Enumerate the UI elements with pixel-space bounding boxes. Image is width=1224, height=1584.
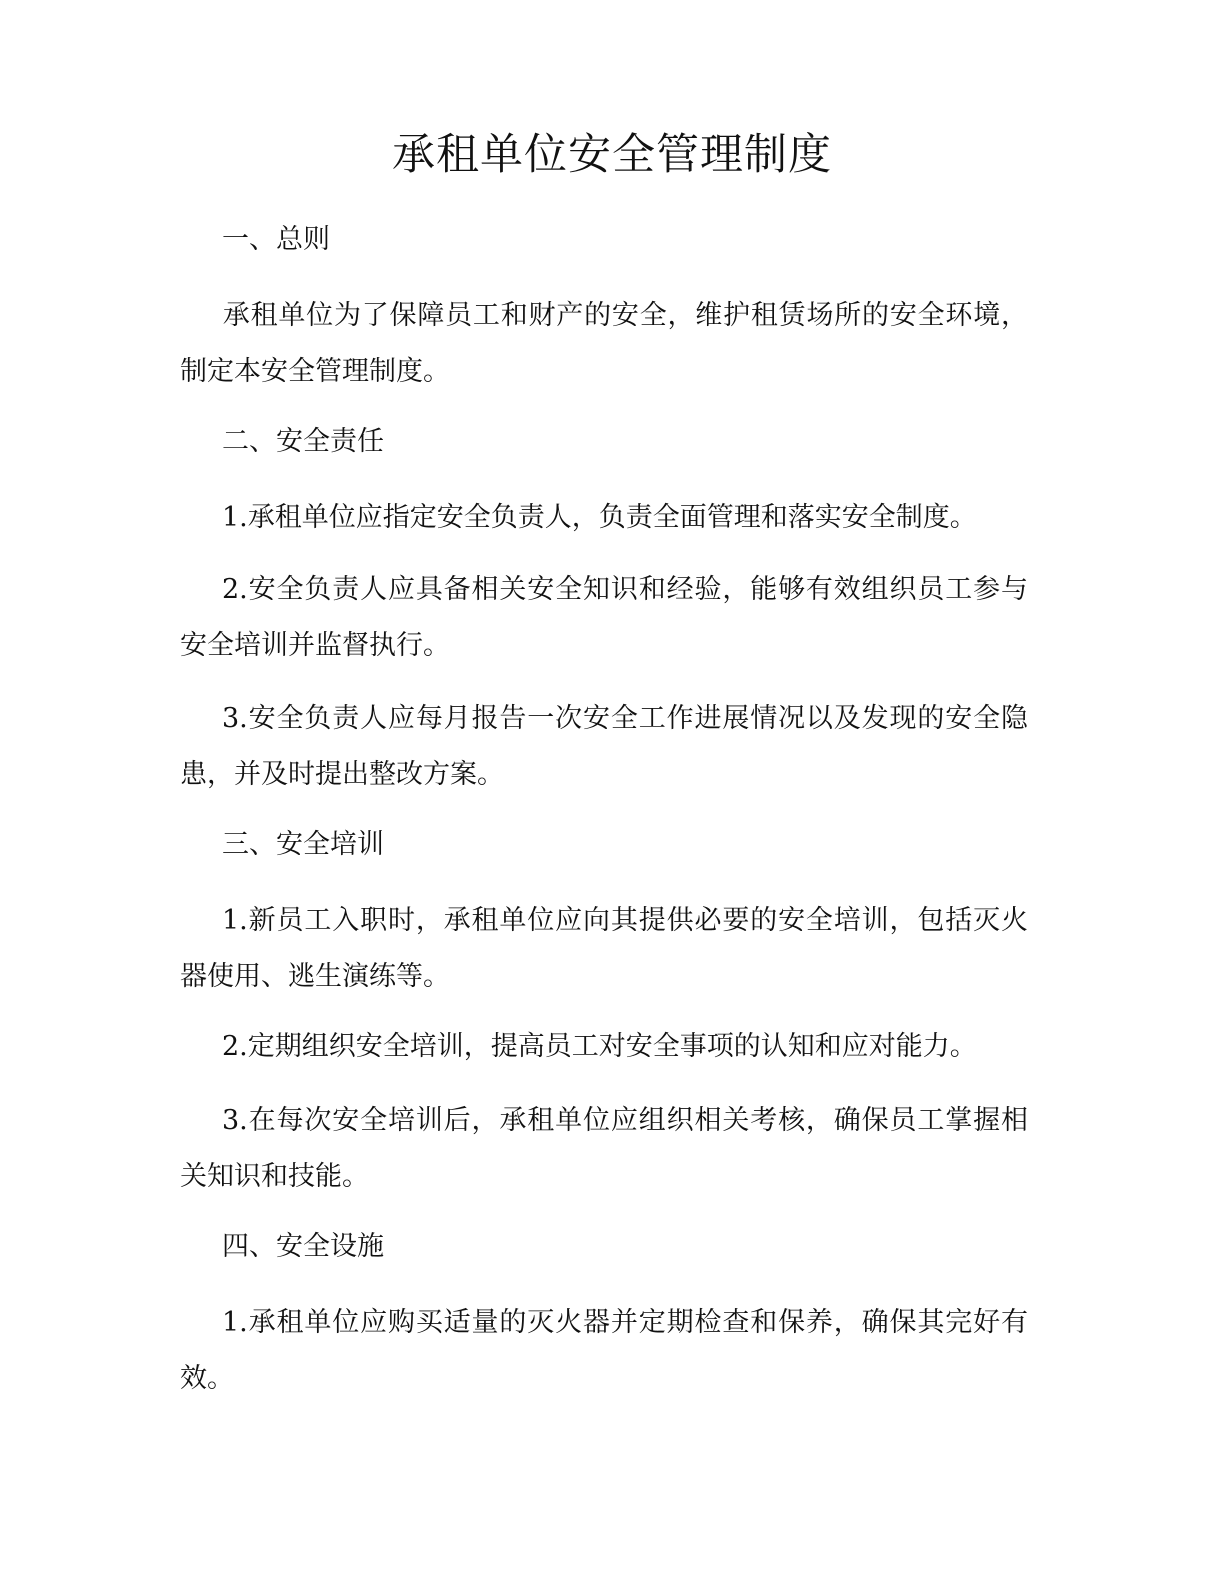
paragraph-training-3 bbox=[180, 1093, 1028, 1205]
paragraph-text: 3.在每次安全培训后，承租单位应组织相关考核，确保员工掌握相关知识和技能。 bbox=[180, 1105, 1028, 1192]
section-heading-training: 三、安全培训 bbox=[222, 829, 384, 860]
paragraph-facilities-1 bbox=[180, 1295, 1028, 1407]
paragraph-text: 2.定期组织安全培训，提高员工对安全事项的认知和应对能力。 bbox=[222, 1031, 977, 1062]
paragraph-text: 1.承租单位应购买适量的灭火器并定期检查和保养，确保其完好有效。 bbox=[180, 1307, 1028, 1394]
paragraph-text: 1.承租单位应指定安全负责人，负责全面管理和落实安全制度。 bbox=[222, 502, 977, 533]
section-heading-general: 一、总则 bbox=[222, 224, 330, 255]
paragraph-responsibility-1 bbox=[180, 490, 1028, 546]
section-heading-responsibility: 二、安全责任 bbox=[222, 426, 384, 457]
paragraph-text: 2.安全负责人应具备相关安全知识和经验，能够有效组织员工参与安全培训并监督执行。 bbox=[180, 574, 1028, 661]
paragraph-text: 承租单位为了保障员工和财产的安全，维护租赁场所的安全环境，制定本安全管理制度。 bbox=[180, 300, 1028, 387]
paragraph-responsibility-3 bbox=[180, 691, 1028, 803]
paragraph-responsibility-2 bbox=[180, 562, 1028, 674]
paragraph-text: 1.新员工入职时，承租单位应向其提供必要的安全培训，包括灭火器使用、逃生演练等。 bbox=[180, 905, 1028, 992]
paragraph-training-2 bbox=[180, 1019, 1028, 1075]
paragraph-text: 3.安全负责人应每月报告一次安全工作进展情况以及发现的安全隐患，并及时提出整改方案。 bbox=[180, 703, 1028, 790]
paragraph-training-1 bbox=[180, 893, 1028, 1005]
section-heading-facilities: 四、安全设施 bbox=[222, 1231, 384, 1262]
document-title: 承租单位安全管理制度 bbox=[392, 130, 832, 180]
paragraph-general bbox=[180, 288, 1028, 400]
